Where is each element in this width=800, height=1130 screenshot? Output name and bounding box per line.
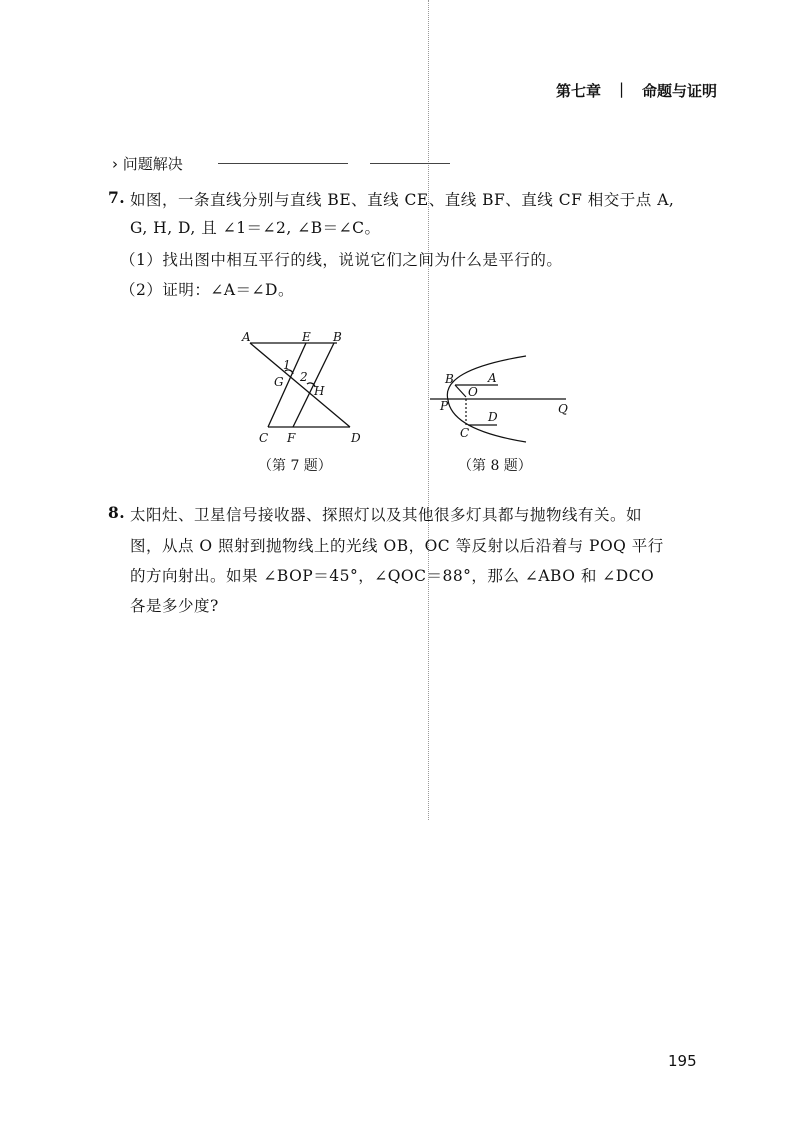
label-d: D [351,431,361,445]
q7-number: 7. [108,188,126,207]
q8-line2: 图，从点 O 照射到抛物线上的光线 OB，OC 等反射以后沿着与 POQ 平行 [130,537,664,555]
header-separator: | [619,80,625,98]
label-b: B [333,330,342,344]
label-p: P [440,399,449,413]
label-b8: B [445,372,454,386]
chapter-label: 第七章 [556,82,602,100]
label-e: E [302,330,311,344]
label-f: F [287,431,296,445]
q8-line3: 的方向射出。如果 ∠BOP＝45°，∠QOC＝88°，那么 ∠ABO 和 ∠DCO [130,567,655,585]
figure-8 [430,356,566,442]
label-a: A [242,330,251,344]
q7-part2: （2）证明：∠A＝∠D。 [120,281,294,299]
figure-8-caption: （第 8 题） [458,458,532,474]
figure-7-caption: （第 7 题） [258,458,332,474]
label-g: G [274,375,284,389]
figure-7 [0,0,800,480]
label-c: C [259,431,269,445]
q8-number: 8. [108,503,126,522]
label-a8: A [488,371,497,385]
page-number: 195 [668,1052,697,1070]
q8-line1: 太阳灶、卫星信号接收器、探照灯以及其他很多灯具都与抛物线有关。如 [130,506,643,524]
label-1: 1 [283,358,291,372]
label-h: H [314,384,325,398]
q7-part1: （1）找出图中相互平行的线，说说它们之间为什么是平行的。 [120,251,563,269]
label-o: O [468,385,478,399]
q7-line2: G, H, D, 且 ∠1＝∠2, ∠B＝∠C。 [130,219,381,237]
chapter-title: 命题与证明 [642,82,718,100]
q7-line1: 如图，一条直线分别与直线 BE、直线 CE、直线 BF、直线 CF 相交于点 A, [130,191,675,209]
q8-line4: 各是多少度? [130,597,219,615]
label-2: 2 [300,370,308,384]
chevron-right-icon: › [112,155,118,173]
label-q: Q [558,402,568,416]
ray-ob [455,385,466,397]
label-d8: D [488,410,498,424]
label-c8: C [460,426,470,440]
section-title: 问题解决 [122,155,183,173]
